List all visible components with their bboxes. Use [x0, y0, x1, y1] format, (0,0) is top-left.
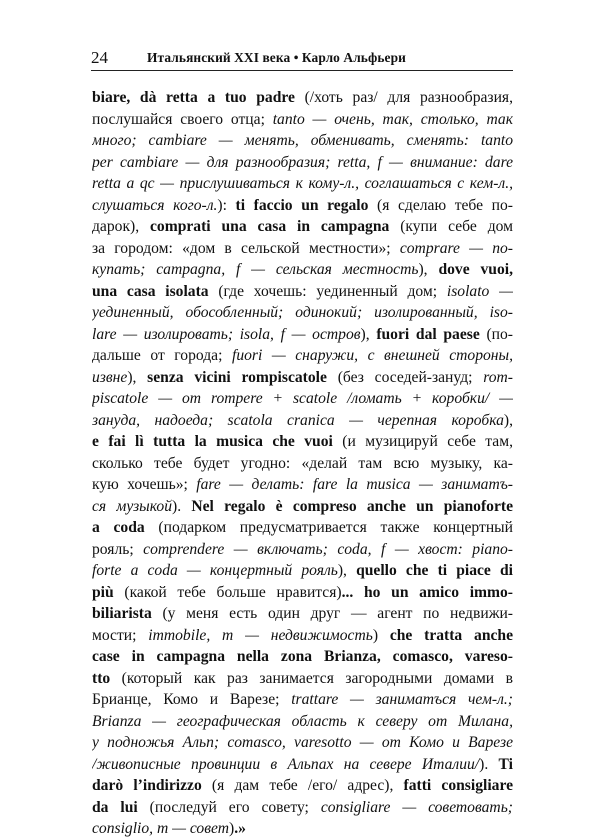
gloss-text: lare — изолировать; isola, f — остров	[92, 325, 361, 343]
translation-text: ),	[127, 368, 148, 386]
translation-text: (где хочешь: уединенный дом;	[208, 282, 447, 300]
gloss-text: rom-	[483, 368, 513, 386]
translation-text: дарок),	[92, 218, 150, 235]
text-line	[92, 87, 513, 109]
translation-text: )	[372, 626, 390, 644]
gloss-text: Brianza — географическая область к северу от Милана,	[92, 712, 513, 730]
translation-text: (я сделаю тебе по-	[368, 196, 513, 214]
page-header	[91, 46, 513, 70]
italian-phrase: a coda	[92, 519, 145, 536]
translation-text: кую хочешь»;	[92, 476, 197, 493]
translation-text: послушайся своего отца;	[92, 110, 273, 128]
text-line	[92, 152, 513, 174]
gloss-text: слушаться кого-л.	[92, 196, 218, 214]
gloss-text: immobile, m — недвижимость	[148, 626, 373, 644]
text-line	[92, 668, 513, 690]
text-line	[92, 711, 513, 733]
translation-text: (который как раз занимается загородными домами в	[110, 669, 513, 687]
text-line	[92, 281, 513, 303]
gloss-text: много; cambiare — менять, обменивать, сменять: tanto	[92, 132, 513, 149]
text-line	[92, 302, 513, 324]
text-line	[92, 582, 513, 604]
translation-text: (по-	[479, 325, 513, 343]
gloss-text: consiglio, m — совет	[92, 820, 229, 837]
gloss-text: retta a qc — прислушиваться к кому-л., соглашаться с кем-л.,	[92, 175, 513, 192]
gloss-text: у подножья Альп; comasco, varesotto — от Комо и Варезе	[92, 734, 513, 751]
italian-phrase: fatti consigliare	[403, 777, 513, 794]
text-line	[92, 345, 513, 367]
gloss-text: isolato —	[446, 282, 513, 300]
gloss-text: piscatole — от rompere + scatole /ломать + коробки/ —	[92, 390, 513, 407]
italian-phrase: quello che ti piace di	[356, 562, 513, 579]
translation-text: (без соседей-зануд;	[326, 368, 484, 386]
translation-text: мости;	[92, 626, 149, 644]
text-line	[92, 388, 513, 410]
translation-text: (/хоть раз/ для разнообразия,	[294, 89, 513, 106]
italian-phrase: comprati una casa in campagna	[150, 218, 390, 235]
text-line	[92, 539, 513, 561]
italian-phrase: Ti	[498, 755, 513, 773]
translation-text: (подарком предусматривается также концертный	[144, 519, 513, 536]
text-line	[92, 431, 513, 453]
text-line	[92, 775, 513, 797]
italian-phrase: dove vuoi,	[438, 261, 513, 278]
gloss-text: fare — делать: fare la musica — заниматъ-	[196, 476, 513, 493]
italian-phrase: una casa isolata	[92, 282, 209, 300]
text-line	[92, 216, 513, 238]
text-line	[92, 689, 513, 711]
text-line	[92, 109, 513, 131]
translation-text: дальше от города;	[92, 347, 232, 364]
translation-text: ):	[217, 196, 236, 214]
translation-text: рояль;	[92, 540, 144, 558]
text-line	[92, 797, 513, 819]
translation-text: (какой тебе больше нравится)	[113, 583, 342, 601]
gloss-text: ся музыкой	[92, 497, 173, 515]
text-line	[92, 517, 513, 539]
translation-text: Брианце, Комо и Варезе;	[92, 691, 292, 708]
translation-text: ),	[360, 325, 377, 343]
text-line	[92, 367, 513, 389]
gloss-text: forte a coda — концертный рояль	[92, 562, 338, 579]
italian-phrase: e fai lì tutta la musica che vuoi	[92, 433, 333, 450]
gloss-text: извне	[92, 368, 128, 386]
text-line	[92, 130, 513, 152]
italian-phrase: biare, dà retta a tuo padre	[92, 89, 295, 106]
text-line	[92, 324, 513, 346]
translation-text: ).	[479, 755, 499, 773]
translation-text: за городом: «дом в сельской местности»;	[92, 239, 400, 257]
italian-phrase: ... ho un amico immo-	[341, 583, 513, 601]
italian-phrase: ti faccio un regalo	[235, 196, 369, 214]
text-line	[92, 173, 513, 195]
italian-phrase: senza vicini rompiscatole	[147, 368, 327, 386]
translation-text: )	[228, 820, 235, 837]
translation-text: (купи себе дом	[389, 218, 513, 235]
header-rule	[91, 70, 513, 71]
gloss-text: fuori — снаружи, с внешней стороны,	[231, 347, 513, 364]
gloss-text: /живописные провинции в Альпах на севере Италии/	[92, 755, 480, 773]
translation-text: ).	[172, 497, 192, 515]
translation-text: ),	[503, 411, 513, 429]
italian-phrase: fuori dal paese	[376, 325, 480, 343]
text-line	[92, 474, 513, 496]
text-line	[92, 410, 513, 432]
translation-text: (у меня есть один друг — агент по недвижи-	[151, 605, 513, 622]
text-line	[92, 818, 513, 840]
gloss-text: consigliare — советовать;	[320, 798, 513, 816]
body-text	[92, 87, 513, 840]
text-line	[92, 195, 513, 217]
gloss-text: купать; campagna, f — сельская местность	[92, 261, 419, 278]
text-line	[92, 259, 513, 281]
translation-text: (и музицируй себе там,	[332, 433, 513, 450]
text-line	[92, 453, 513, 475]
gloss-text: зануда, надоеда; scatola cranica — черепная коробка	[92, 411, 504, 429]
italian-phrase: biliarista	[92, 605, 152, 622]
italian-phrase: da lui	[92, 798, 138, 816]
translation-text: ),	[418, 261, 439, 278]
gloss-text: comprare — по-	[399, 239, 513, 257]
italian-phrase: case in campagna nella zona Brianza, comasco, vareso-	[92, 648, 513, 665]
text-line	[92, 646, 513, 668]
page-number: 24	[91, 48, 108, 67]
italian-phrase: tto	[92, 669, 111, 687]
running-head: Итальянский XXI века • Карло Альфьери	[147, 50, 406, 65]
italian-phrase: darò l’indirizzo	[92, 777, 202, 794]
italian-phrase: .»	[234, 820, 246, 837]
text-line	[92, 238, 513, 260]
translation-text: ),	[337, 562, 357, 579]
text-line	[92, 625, 513, 647]
italian-phrase: Nel regalo è compreso anche un pianoforte	[191, 497, 513, 515]
gloss-text: tanto — очень, так, столько, так	[272, 110, 513, 128]
text-line	[92, 732, 513, 754]
text-line	[92, 754, 513, 776]
gloss-text: comprendere — включать; coda, f — хвост: piano-	[143, 540, 513, 558]
translation-text: (последуй его совету;	[137, 798, 321, 816]
translation-text: (я дам тебе /его/ адрес),	[201, 777, 404, 794]
gloss-text: trattare — заниматъся чем-л.;	[291, 691, 513, 708]
text-line	[92, 603, 513, 625]
text-line	[92, 560, 513, 582]
gloss-text: уединенный, обособленный; одинокий; изолированный, iso-	[92, 304, 513, 321]
italian-phrase: che tratta anche	[389, 626, 513, 644]
gloss-text: per cambiare — для разнообразия; retta, f — внимание: dare	[92, 153, 513, 171]
translation-text: сколько тебе будет угодно: «делай там всю музыку, ка-	[92, 454, 513, 472]
text-line	[92, 496, 513, 518]
italian-phrase: più	[92, 583, 114, 601]
